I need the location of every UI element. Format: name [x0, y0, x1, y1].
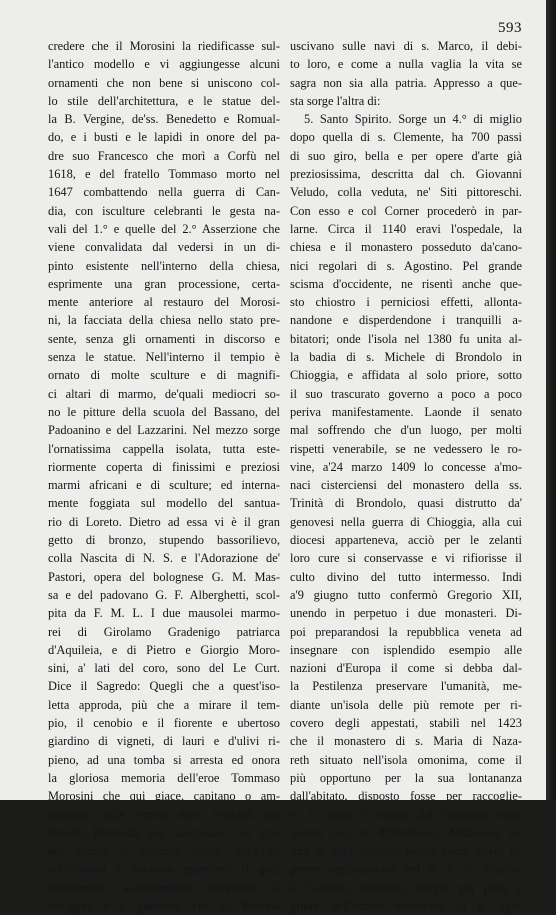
scan-border [546, 0, 556, 800]
left-column-line-42: Morosini che qui giace, capitano o am- [48, 789, 280, 804]
right-column-line-27: genovesi nella guerra di Chioggia, alla cui [290, 514, 522, 529]
right-column-line-6: dopo quella di s. Clemente, ha 700 passi [290, 130, 522, 145]
right-column-line-36: la Pestilenza preservare l'umanità, me- [290, 679, 522, 694]
right-column-line-4: sta sorge l'altra di: [290, 93, 381, 108]
left-column-line-48: naviganti e a' guerrieri, che da Venezia [48, 898, 280, 913]
left-column-line-44: fratello Bernardo suo successore nel gra- [48, 825, 280, 840]
page-number: 593 [498, 20, 522, 36]
right-column-line-35: nazioni d'Europa il come si debba dal- [290, 661, 522, 676]
right-column-line-19: Chioggia, e affidata al solo priore, sotto [290, 368, 522, 383]
left-column-line-24: riormente coperta di finissimi e preziosi [48, 459, 280, 474]
left-column-line-9: 1647 combattendo nella guerra di Can- [48, 185, 280, 200]
left-column-line-27: rio di Loreto. Dietro ad essa vi è il gran [48, 514, 280, 529]
right-column-line-11: larne. Circa il 1140 eravi l'ospedale, la [290, 221, 522, 236]
right-column-line-9: Veludo, colla veduta, ne' Siti pittoreschi. [290, 185, 522, 200]
right-column-line-10: Con esso e col Corner procederò in par- [290, 203, 522, 218]
left-column-line-28: getto di bronzo, stupendo bassorilievo, [48, 533, 280, 548]
right-column-line-40: reth situato nell'isola omonima, come il [290, 752, 522, 767]
left-column-line-25: marmi africani e di sculture; ed interna- [48, 478, 280, 493]
right-column-line-17: bitatori; onde l'isola nel 1380 fu unita al- [290, 331, 522, 346]
right-column-line-37: diante un'isola delle più remote per ri- [290, 697, 522, 712]
right-column-line-22: mal soffrendo che d'un luogo, per molti [290, 423, 522, 438]
left-column-line-26: mente foggiata sul modello del santua- [48, 496, 280, 511]
left-column-line-41: la gloriosa memoria dell'eroe Tommaso [48, 770, 280, 785]
left-column-line-2: l'antico modello e vi aggiungesse alcuni [48, 57, 280, 72]
left-column-line-47: monumento solennemente ricordava a' [48, 880, 280, 895]
right-column-line-45: lora in quel solitario luogo, come dovrò ri- [290, 844, 522, 859]
right-column-line-39: che il monastero di s. Maria di Naza- [290, 734, 522, 749]
right-column-line-26: Trinità di Brondolo, quasi distrutto da' [290, 496, 522, 511]
left-text-column [48, 37, 280, 915]
right-column-line-38: covero degli appestati, stabilì nel 1423 [290, 715, 522, 730]
right-column-line-32: unendo in perpetuo i due monasteri. Di- [290, 606, 522, 621]
right-column-line-5: 5. Santo Spirito. Sorge un 4.° di miglio [304, 112, 522, 127]
left-column-line-37: letta approda, più che a mirare il tem- [48, 697, 280, 712]
left-column-line-21: no le pitture della scuola del Bassano, del [48, 404, 280, 419]
right-column-line-8: preziosissima, descritta dal ch. Giovanni [290, 167, 522, 182]
right-column-line-16: nandone e disperdendone i tranquilli a- [290, 313, 522, 328]
right-column-line-2: to loro, e come a nulla vaglia la vita se [290, 57, 522, 72]
left-column-line-13: pinto esistente nell'interno della chiesa, [48, 258, 280, 273]
left-column-line-31: sa e del padovano G. F. Alberghetti, scol- [48, 587, 280, 602]
left-column-line-40: pieno, ad una tomba si arresta ed onora [48, 752, 280, 767]
left-column-line-10: dia, con isculture celebranti le gesta na- [48, 203, 280, 218]
left-column-line-30: Pastori, opera del bolognese G. M. Mas- [48, 569, 280, 584]
right-column-line-41: più opportuno per la sua lontananza [290, 770, 522, 785]
left-column-line-19: ornato di molte sculture e di magnifi- [48, 368, 280, 383]
left-column-line-45: do, vicino al comune padre, anch'egli [48, 844, 280, 859]
left-column-line-11: vali del 1.° e quelle del 2.° Asserzione che [48, 221, 280, 236]
right-column-line-25: naci cisterciensi del monastero della ss. [290, 478, 522, 493]
right-column-line-29: loro cure si conservasse e vi rifiorisse il [290, 551, 522, 566]
left-column-line-29: colla Nascita di N. S. e l'Adorazione de' [48, 551, 280, 566]
right-column-line-23: rispetti venerabile, se ne vedessero le ro- [290, 441, 522, 456]
left-column-line-5: la B. Vergine, de'ss. Benedetto e Romual- [48, 112, 280, 127]
left-column-line-17: sente, senza gli ornamenti in discorso e [48, 331, 280, 346]
right-column-line-28: diocesi apparteneva, acciò per le zelanti [290, 533, 522, 548]
left-column-line-12: viene convalidata dal vedersi in un di- [48, 240, 280, 255]
right-column-line-34: insegnare con isplendido esempio alle [290, 642, 522, 657]
left-column-line-4: lo stile dell'architettura, e le statue del- [48, 93, 280, 108]
right-text-column [290, 37, 522, 915]
right-column-line-31: a'9 giugno tutto confermò Gregorio XII, [290, 587, 522, 602]
right-column-line-47: le Garofali spoletino, insigne per pietà e [290, 880, 522, 895]
right-column-line-21: periva manifestamente. Laonde il senato [290, 404, 522, 419]
left-column-line-6: do, e i busti e le lapidi in onore del pa- [48, 130, 280, 145]
right-column-line-33: poi preparandosi la repubblica veneta ad [290, 624, 522, 639]
left-column-line-38: pio, il cenobio e il fiorente e ubertoso [48, 715, 280, 730]
left-column-line-36: Dice il Sagredo: Quegli che a quest'iso- [48, 679, 280, 694]
left-column-line-23: l'ornatissima cappella isolata, tutta este- [48, 441, 280, 456]
right-column-line-12: chiesa e il monastero posseduto da'cano- [290, 240, 522, 255]
left-column-line-33: rei di Girolamo Gradenigo patriarca [48, 624, 280, 639]
right-column-line-30: culto divino del tutto intermesso. Indi [290, 569, 522, 584]
right-column-line-20: il suo trascurato governo a poco a poco [290, 386, 522, 401]
right-column-line-1: uscivano sulle navi di s. Marco, il debi- [290, 39, 522, 53]
left-column-line-32: pita da F. M. L. I due mausolei marmo- [48, 606, 280, 621]
right-column-line-24: vine, a'24 marzo 1409 lo concesse a'mo- [290, 459, 522, 474]
left-column-line-1: credere che il Morosini la riedificasse sul- [48, 39, 280, 53]
left-column-line-34: d'Aquileia, e di Pietro e Giorgio Moro- [48, 642, 280, 657]
left-column-line-20: ci altari di marmo, de'quali mediocri so- [48, 386, 280, 401]
right-column-line-3: sagra non sia alla patria. Appresso a que- [290, 75, 522, 90]
left-column-line-46: nobilissimo e valoroso guerriero. Il qual [48, 862, 280, 877]
right-column-line-43: re e curare i colpiti dal contagio, onde [290, 807, 522, 822]
left-column-line-39: giardino di vigneti, di lauri e d'ulivi ri- [48, 734, 280, 749]
right-column-line-13: nici regolari di s. Agostino. Pel grande [290, 258, 522, 273]
left-column-line-7: dre suo Francesco che morì a Corfù nel [48, 148, 280, 163]
right-column-line-42: dall'abitato, disposto fosse per raccoglie- [290, 789, 522, 804]
right-column-line-7: di suo giro, bella e per opere d'arte già [290, 148, 522, 163]
left-column-line-22: Padoanino e del Lazzarini. Nel mezzo sorge [48, 423, 280, 438]
left-column-line-43: miraglio delle venete navi, erettagli dal [48, 807, 280, 822]
left-column-line-3: ornamenti che non bene si uniscono col- [48, 75, 280, 90]
right-column-line-15: sto chiostro i perniciosi effetti, allonta- [290, 295, 522, 310]
right-column-line-46: petere ragionandone nel n. 7, fr. Gabrie- [290, 862, 522, 877]
left-column-line-8: 1618, e del fratello Tommaso morto nel [48, 167, 280, 182]
left-column-line-35: sini, a' lati del coro, sono del Le Curt. [48, 661, 280, 676]
left-column-line-18: senza le statue. Nell'interno il tempio è [48, 350, 280, 365]
left-column-line-16: ni, la facciata della chiesa nello stato pre- [48, 313, 280, 328]
left-column-line-14: esprimente una gran processione, certa- [48, 276, 280, 291]
left-column-line-15: mente anteriore al restauro del Morosi- [48, 295, 280, 310]
right-column-line-18: la badia di s. Michele di Brondolo in [290, 350, 522, 365]
right-column-line-44: questo non si diffondesse. Abitavano al- [290, 825, 522, 840]
right-column-line-48: priore dell'ordine eremitano di s. Ago- [290, 898, 522, 913]
right-column-line-14: scisma d'occidente, ne risentì anche que- [290, 276, 522, 291]
